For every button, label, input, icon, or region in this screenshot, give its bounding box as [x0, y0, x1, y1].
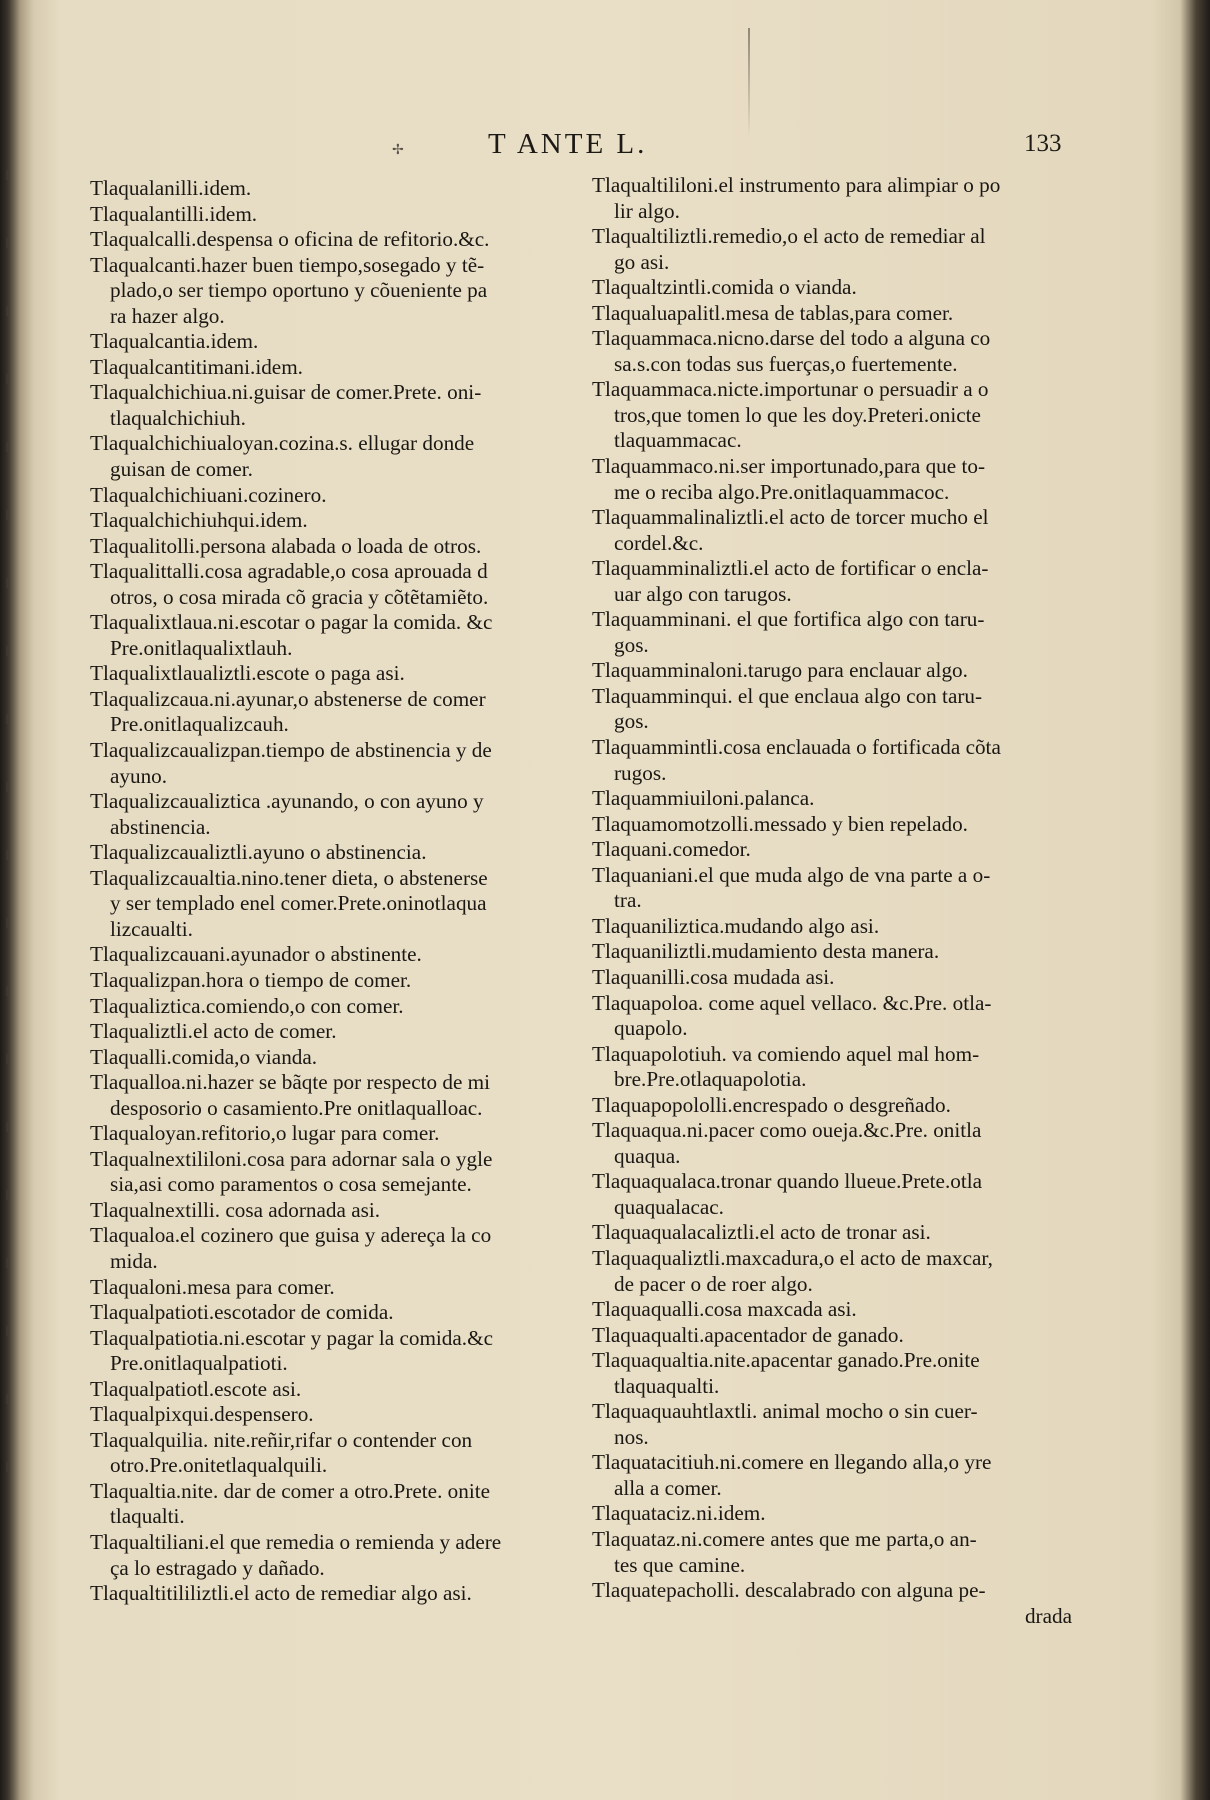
dictionary-entry — [90, 610, 580, 661]
entry-headline: Tlaquammintli.cosa enclauada o fortificada cõta — [592, 735, 1001, 760]
left-column — [90, 176, 580, 1607]
entry-headline: Tlaquamminqui. el que enclaua algo con taru- — [592, 683, 983, 708]
entry-headline: Tlaqualiztica.comiendo,o con comer. — [90, 993, 404, 1018]
entry-headline: Tlaqualoyan.refitorio,o lugar para comer. — [90, 1121, 440, 1146]
entry-continuation: lizcaualti. — [110, 916, 193, 941]
entry-headline: Tlaquapopololli.encrespado o desgreñado. — [592, 1092, 951, 1117]
entry-headline: Tlaqualixtlaualiztli.escote o paga asi. — [90, 661, 405, 686]
entry-headline: Tlaquaqualaca.tronar quando llueue.Prete.otla — [592, 1169, 983, 1194]
dictionary-entry — [90, 661, 580, 687]
entry-headline: Tlaquataz.ni.comere antes que me parta,o an- — [592, 1526, 977, 1551]
entry-continuation: plado,o ser tiempo oportuno y cõueniente pa — [110, 278, 488, 303]
dictionary-entry — [90, 355, 580, 381]
entry-continuation: tlaquammacac. — [614, 428, 742, 453]
entry-continuation: tlaqualti. — [110, 1504, 185, 1529]
dictionary-entry — [592, 939, 1080, 965]
entry-continuation: mida. — [110, 1248, 158, 1273]
entry-headline: Tlaquammaca.nicte.importunar o persuadir a o — [592, 377, 989, 402]
entry-headline: Tlaquammalinaliztli.el acto de torcer mucho el — [592, 505, 989, 530]
dictionary-entry — [592, 224, 1080, 275]
dictionary-entry — [90, 942, 580, 968]
dictionary-entry — [90, 687, 580, 738]
entry-headline: Tlaqualantilli.idem. — [90, 201, 258, 226]
entry-headline: Tlaqualizcaualizpan.tiempo de abstinencia y de — [90, 738, 492, 763]
entry-continuation: quaqua. — [614, 1143, 681, 1168]
dictionary-entry — [592, 607, 1080, 658]
entry-headline: Tlaqualizcaualiztli.ayuno o abstinencia. — [90, 840, 427, 865]
dictionary-entry — [90, 866, 580, 943]
entry-headline: Tlaqualcanti.hazer buen tiempo,sosegado y tẽ- — [90, 252, 485, 277]
header-ornament-icon: ✢ — [392, 143, 404, 158]
entry-headline: Tlaquaniliztli.mudamiento desta manera. — [592, 939, 940, 964]
entry-headline: Tlaqualcantitimani.idem. — [90, 354, 303, 379]
entry-continuation: quapolo. — [614, 1016, 688, 1041]
entry-continuation: gos. — [614, 709, 649, 734]
dictionary-entry — [90, 176, 580, 202]
dictionary-entry — [90, 1428, 580, 1479]
dictionary-entry — [90, 559, 580, 610]
dictionary-entry — [592, 837, 1080, 863]
dictionary-entry — [592, 658, 1080, 684]
dictionary-entry — [90, 380, 580, 431]
dictionary-entry — [592, 1246, 1080, 1297]
entry-headline: Tlaqualchichiuani.cozinero. — [90, 482, 327, 507]
entry-headline: Tlaqualcalli.despensa o oficina de refitorio.&c. — [90, 227, 490, 252]
entry-continuation: tra. — [614, 888, 642, 913]
entry-headline: Tlaquaqualacaliztli.el acto de tronar asi. — [592, 1220, 931, 1245]
dictionary-entry — [90, 1019, 580, 1045]
dictionary-entry — [592, 1118, 1080, 1169]
entry-headline: Tlaqualnextilli. cosa adornada asi. — [90, 1197, 381, 1222]
dictionary-entry — [592, 505, 1080, 556]
dictionary-entry — [90, 253, 580, 330]
entry-headline: Tlaqualchichiualoyan.cozina.s. ellugar donde — [90, 431, 475, 456]
dictionary-entry — [90, 1300, 580, 1326]
entry-headline: Tlaqualchichiua.ni.guisar de comer.Prete. oni- — [90, 380, 482, 405]
dictionary-entry — [592, 991, 1080, 1042]
dictionary-entry — [90, 1198, 580, 1224]
dictionary-entry — [90, 1377, 580, 1403]
entry-headline: Tlaquaqualli.cosa maxcada asi. — [592, 1297, 857, 1322]
dictionary-entry — [592, 454, 1080, 505]
entry-headline: Tlaqualixtlaua.ni.escotar o pagar la comida. &c — [90, 610, 493, 635]
entry-continuation: sa.s.con todas sus fuerças,o fuertemente. — [614, 351, 958, 376]
entry-headline: Tlaqualtililoni.el instrumento para alimpiar o po — [592, 173, 1001, 197]
entry-continuation: uar algo con tarugos. — [614, 581, 792, 606]
dictionary-entry — [90, 1147, 580, 1198]
entry-headline: Tlaquaqualiztli.maxcadura,o el acto de maxcar, — [592, 1245, 993, 1270]
entry-headline: Tlaquammiuiloni.palanca. — [592, 786, 815, 811]
dictionary-entry — [592, 965, 1080, 991]
entry-headline: Tlaqualanilli.idem. — [90, 176, 252, 200]
entry-continuation: Pre.onitlaqualpatioti. — [110, 1351, 288, 1376]
entry-headline: Tlaquamminaliztli.el acto de fortificar o encla- — [592, 556, 989, 581]
dictionary-entry — [90, 508, 580, 534]
dictionary-entry — [592, 1220, 1080, 1246]
entry-headline: Tlaqualtiliani.el que remedia o remienda y adere — [90, 1529, 502, 1554]
entry-headline: Tlaqualoni.mesa para comer. — [90, 1274, 335, 1299]
entry-headline: Tlaqualizcaualtia.nino.tener dieta, o abstenerse — [90, 865, 488, 890]
entry-continuation: nos. — [614, 1424, 649, 1449]
entry-headline: Tlaquammaco.ni.ser importunado,para que to- — [592, 454, 986, 479]
dictionary-entry — [592, 1501, 1080, 1527]
dictionary-entry — [90, 1070, 580, 1121]
dictionary-entry — [592, 173, 1080, 224]
entry-headline: Tlaqualtiliztli.remedio,o el acto de remediar al — [592, 224, 986, 249]
entry-headline: Tlaqualli.comida,o vianda. — [90, 1044, 318, 1069]
dictionary-entry — [90, 968, 580, 994]
entry-headline: Tlaqualizpan.hora o tiempo de comer. — [90, 967, 412, 992]
right-column — [592, 173, 1080, 1629]
entry-headline: Tlaqualoa.el cozinero que guisa y adereça la co — [90, 1223, 492, 1248]
entry-headline: Tlaquamomotzolli.messado y bien repelado. — [592, 811, 968, 836]
entry-continuation: alla a comer. — [614, 1475, 722, 1500]
dictionary-entry — [592, 1169, 1080, 1220]
entry-continuation: ayuno. — [110, 763, 168, 788]
dictionary-entry — [592, 326, 1080, 377]
entry-continuation: tros,que tomen lo que les doy.Preteri.onicte — [614, 402, 981, 427]
dictionary-entry — [90, 534, 580, 560]
dictionary-entry — [90, 994, 580, 1020]
entry-headline: Tlaqualpatioti.escotador de comida. — [90, 1300, 394, 1325]
entry-continuation: de pacer o de roer algo. — [614, 1271, 813, 1296]
dictionary-entry — [90, 789, 580, 840]
running-head: T ANTE L. — [488, 128, 648, 160]
entry-headline: Tlaqualizcaualiztica .ayunando, o con ayuno y — [90, 789, 484, 814]
dictionary-entry — [90, 1479, 580, 1530]
entry-continuation: Pre.onitlaqualixtlauh. — [110, 635, 293, 660]
entry-continuation: desposorio o casamiento.Pre onitlaqualloac. — [110, 1095, 483, 1120]
dictionary-entry — [90, 1326, 580, 1377]
entry-headline: Tlaquaqualtia.nite.apacentar ganado.Pre.onite — [592, 1348, 980, 1373]
dictionary-entry — [592, 556, 1080, 607]
entry-headline: Tlaquamminaloni.tarugo para enclauar algo. — [592, 658, 968, 683]
dictionary-entry — [592, 377, 1080, 454]
entry-continuation: tlaqualchichiuh. — [110, 405, 246, 430]
entry-continuation: y ser templado enel comer.Prete.oninotlaqua — [110, 891, 487, 916]
dictionary-entry — [90, 483, 580, 509]
entry-headline: Tlaqualtia.nite. dar de comer a otro.Prete. onite — [90, 1478, 491, 1503]
entry-headline: Tlaquapoloa. come aquel vellaco. &c.Pre. otla- — [592, 990, 992, 1015]
entry-headline: Tlaquaquauhtlaxtli. animal mocho o sin cuer- — [592, 1399, 978, 1424]
dictionary-entry — [592, 1578, 1080, 1629]
dictionary-entry — [90, 227, 580, 253]
entry-continuation: me o reciba algo.Pre.onitlaquammacoc. — [614, 479, 950, 504]
dictionary-entry — [592, 914, 1080, 940]
entry-headline: Tlaqualnextililoni.cosa para adornar sala o ygle — [90, 1146, 493, 1171]
catchword: drada — [1024, 1603, 1072, 1628]
entry-continuation: otros, o cosa mirada cõ gracia y cõtẽtamiẽto. — [110, 584, 489, 609]
dictionary-entry — [90, 1275, 580, 1301]
previous-page-edge — [6, 170, 20, 1570]
dictionary-entry — [90, 202, 580, 228]
entry-headline: Tlaquamminani. el que fortifica algo con taru- — [592, 607, 985, 632]
dictionary-entry — [592, 812, 1080, 838]
entry-continuation: abstinencia. — [110, 814, 211, 839]
entry-headline: Tlaqualiztli.el acto de comer. — [90, 1019, 337, 1044]
dictionary-entry — [592, 1323, 1080, 1349]
entry-headline: Tlaqualuapalitl.mesa de tablas,para comer. — [592, 300, 954, 325]
entry-continuation: ra hazer algo. — [110, 303, 225, 328]
entry-continuation: bre.Pre.otlaquapolotia. — [614, 1067, 807, 1092]
entry-headline: Tlaqualchichiuhqui.idem. — [90, 508, 308, 533]
dictionary-entry — [592, 1297, 1080, 1323]
dictionary-entry — [592, 1527, 1080, 1578]
dictionary-entry — [592, 301, 1080, 327]
entry-continuation: gos. — [614, 632, 649, 657]
dictionary-entry — [90, 1581, 580, 1607]
entry-headline: Tlaqualloa.ni.hazer se bãqte por respecto de mi — [90, 1070, 491, 1095]
entry-headline: Tlaqualittalli.cosa agradable,o cosa aprouada d — [90, 559, 488, 584]
entry-headline: Tlaquapolotiuh. va comiendo aquel mal hom- — [592, 1041, 980, 1066]
entry-headline: Tlaqualizcauani.ayunador o abstinente. — [90, 942, 422, 967]
dictionary-entry — [592, 1399, 1080, 1450]
entry-headline: Tlaquaqualti.apacentador de ganado. — [592, 1322, 904, 1347]
entry-headline: Tlaquataciz.ni.idem. — [592, 1501, 766, 1526]
entry-headline: Tlaquaqua.ni.pacer como oueja.&c.Pre. onitla — [592, 1118, 982, 1143]
entry-headline: Tlaquammaca.nicno.darse del todo a alguna co — [592, 326, 991, 351]
entry-continuation: ça lo estragado y dañado. — [110, 1555, 325, 1580]
dictionary-entry — [90, 738, 580, 789]
entry-headline: Tlaqualpixqui.despensero. — [90, 1402, 314, 1427]
entry-headline: Tlaquaniani.el que muda algo de vna parte a o- — [592, 862, 991, 887]
entry-continuation: rugos. — [614, 760, 667, 785]
entry-headline: Tlaquani.comedor. — [592, 837, 751, 862]
dictionary-entry — [90, 1530, 580, 1581]
entry-continuation: sia,asi como paramentos o cosa semejante. — [110, 1172, 472, 1197]
dictionary-entry — [592, 786, 1080, 812]
dictionary-entry — [592, 735, 1080, 786]
entry-continuation: guisan de comer. — [110, 457, 253, 482]
entry-continuation: cordel.&c. — [614, 530, 704, 555]
folio-number: 133 — [1024, 130, 1062, 157]
entry-headline: Tlaquaniliztica.mudando algo asi. — [592, 913, 880, 938]
entry-continuation: go asi. — [614, 249, 670, 274]
dictionary-entry — [592, 275, 1080, 301]
dictionary-entry — [90, 840, 580, 866]
dictionary-entry — [90, 1121, 580, 1147]
entry-continuation: tes que camine. — [614, 1552, 746, 1577]
entry-headline: Tlaqualpatiotl.escote asi. — [90, 1376, 302, 1401]
entry-headline: Tlaqualquilia. nite.reñir,rifar o contender con — [90, 1427, 473, 1452]
entry-headline: Tlaqualcantia.idem. — [90, 329, 259, 354]
entry-continuation: lir algo. — [614, 198, 680, 223]
page-header — [0, 128, 1210, 168]
dictionary-entry — [90, 329, 580, 355]
dictionary-entry — [592, 1093, 1080, 1119]
entry-headline: Tlaquanilli.cosa mudada asi. — [592, 964, 835, 989]
dictionary-entry — [592, 1450, 1080, 1501]
dictionary-entry — [90, 1223, 580, 1274]
entry-headline: Tlaqualitolli.persona alabada o loada de otros. — [90, 533, 482, 558]
entry-headline: Tlaquatepacholli. descalabrado con alguna pe- — [592, 1578, 986, 1603]
dictionary-entry — [90, 1402, 580, 1428]
dictionary-entry — [592, 863, 1080, 914]
entry-continuation: tlaquaqualti. — [614, 1373, 720, 1398]
entry-headline: Tlaquatacitiuh.ni.comere en llegando alla,o yre — [592, 1450, 992, 1475]
entry-continuation: otro.Pre.onitetlaqualquili. — [110, 1453, 328, 1478]
entry-headline: Tlaqualtitililiztli.el acto de remediar algo asi. — [90, 1581, 472, 1606]
entry-headline: Tlaqualtzintli.comida o vianda. — [592, 275, 857, 300]
entry-headline: Tlaqualizcaua.ni.ayunar,o abstenerse de comer — [90, 686, 486, 711]
entry-headline: Tlaqualpatiotia.ni.escotar y pagar la comida.&c — [90, 1325, 493, 1350]
dictionary-entry — [592, 684, 1080, 735]
fold-mark — [748, 28, 750, 138]
dictionary-entry — [592, 1042, 1080, 1093]
dictionary-entry — [592, 1348, 1080, 1399]
entry-continuation: Pre.onitlaqualizcauh. — [110, 712, 289, 737]
dictionary-entry — [90, 1045, 580, 1071]
entry-continuation: quaqualacac. — [614, 1194, 724, 1219]
dictionary-entry — [90, 431, 580, 482]
